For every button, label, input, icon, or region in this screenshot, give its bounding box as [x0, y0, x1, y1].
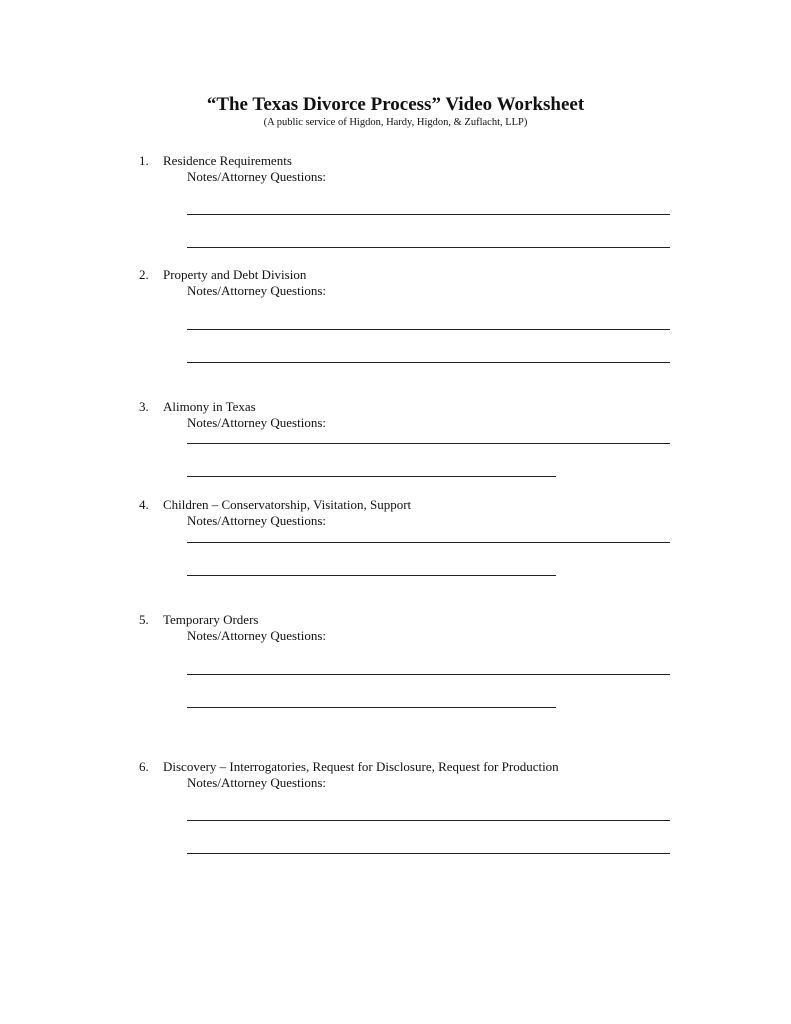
notes-line[interactable]	[187, 853, 670, 854]
notes-line[interactable]	[187, 674, 670, 675]
notes-label: Notes/Attorney Questions:	[187, 283, 327, 298]
notes-label: Notes/Attorney Questions:	[187, 775, 327, 790]
worksheet-subtitle: (A public service of Higdon, Hardy, Higdon, & Zuflacht, LLP)	[263, 117, 528, 128]
notes-line[interactable]	[187, 247, 670, 248]
notes-line[interactable]	[187, 329, 670, 330]
notes-label: Notes/Attorney Questions:	[187, 415, 327, 430]
notes-line[interactable]	[187, 362, 670, 363]
notes-label: Notes/Attorney Questions:	[187, 628, 327, 643]
section-number: 5.	[139, 612, 149, 627]
notes-line[interactable]	[187, 476, 556, 477]
section-title: Residence Requirements	[163, 153, 292, 168]
notes-line[interactable]	[187, 542, 670, 543]
notes-line[interactable]	[187, 820, 670, 821]
notes-line[interactable]	[187, 443, 670, 444]
notes-label: Notes/Attorney Questions:	[187, 513, 327, 528]
section-title: Property and Debt Division	[163, 267, 307, 282]
worksheet-title: “The Texas Divorce Process” Video Worksheet	[206, 94, 585, 115]
notes-line[interactable]	[187, 214, 670, 215]
section-title: Children – Conservatorship, Visitation, Support	[163, 497, 412, 512]
section-number: 3.	[139, 399, 149, 414]
notes-line[interactable]	[187, 707, 556, 708]
section-title: Temporary Orders	[163, 612, 259, 627]
section-number: 4.	[139, 497, 149, 512]
section-number: 6.	[139, 759, 149, 774]
section-title: Discovery – Interrogatories, Request for Disclosure, Request for Production	[163, 759, 559, 774]
section-number: 2.	[139, 267, 149, 282]
notes-label: Notes/Attorney Questions:	[187, 169, 327, 184]
section-number: 1.	[139, 153, 149, 168]
notes-line[interactable]	[187, 575, 556, 576]
section-title: Alimony in Texas	[163, 399, 256, 414]
